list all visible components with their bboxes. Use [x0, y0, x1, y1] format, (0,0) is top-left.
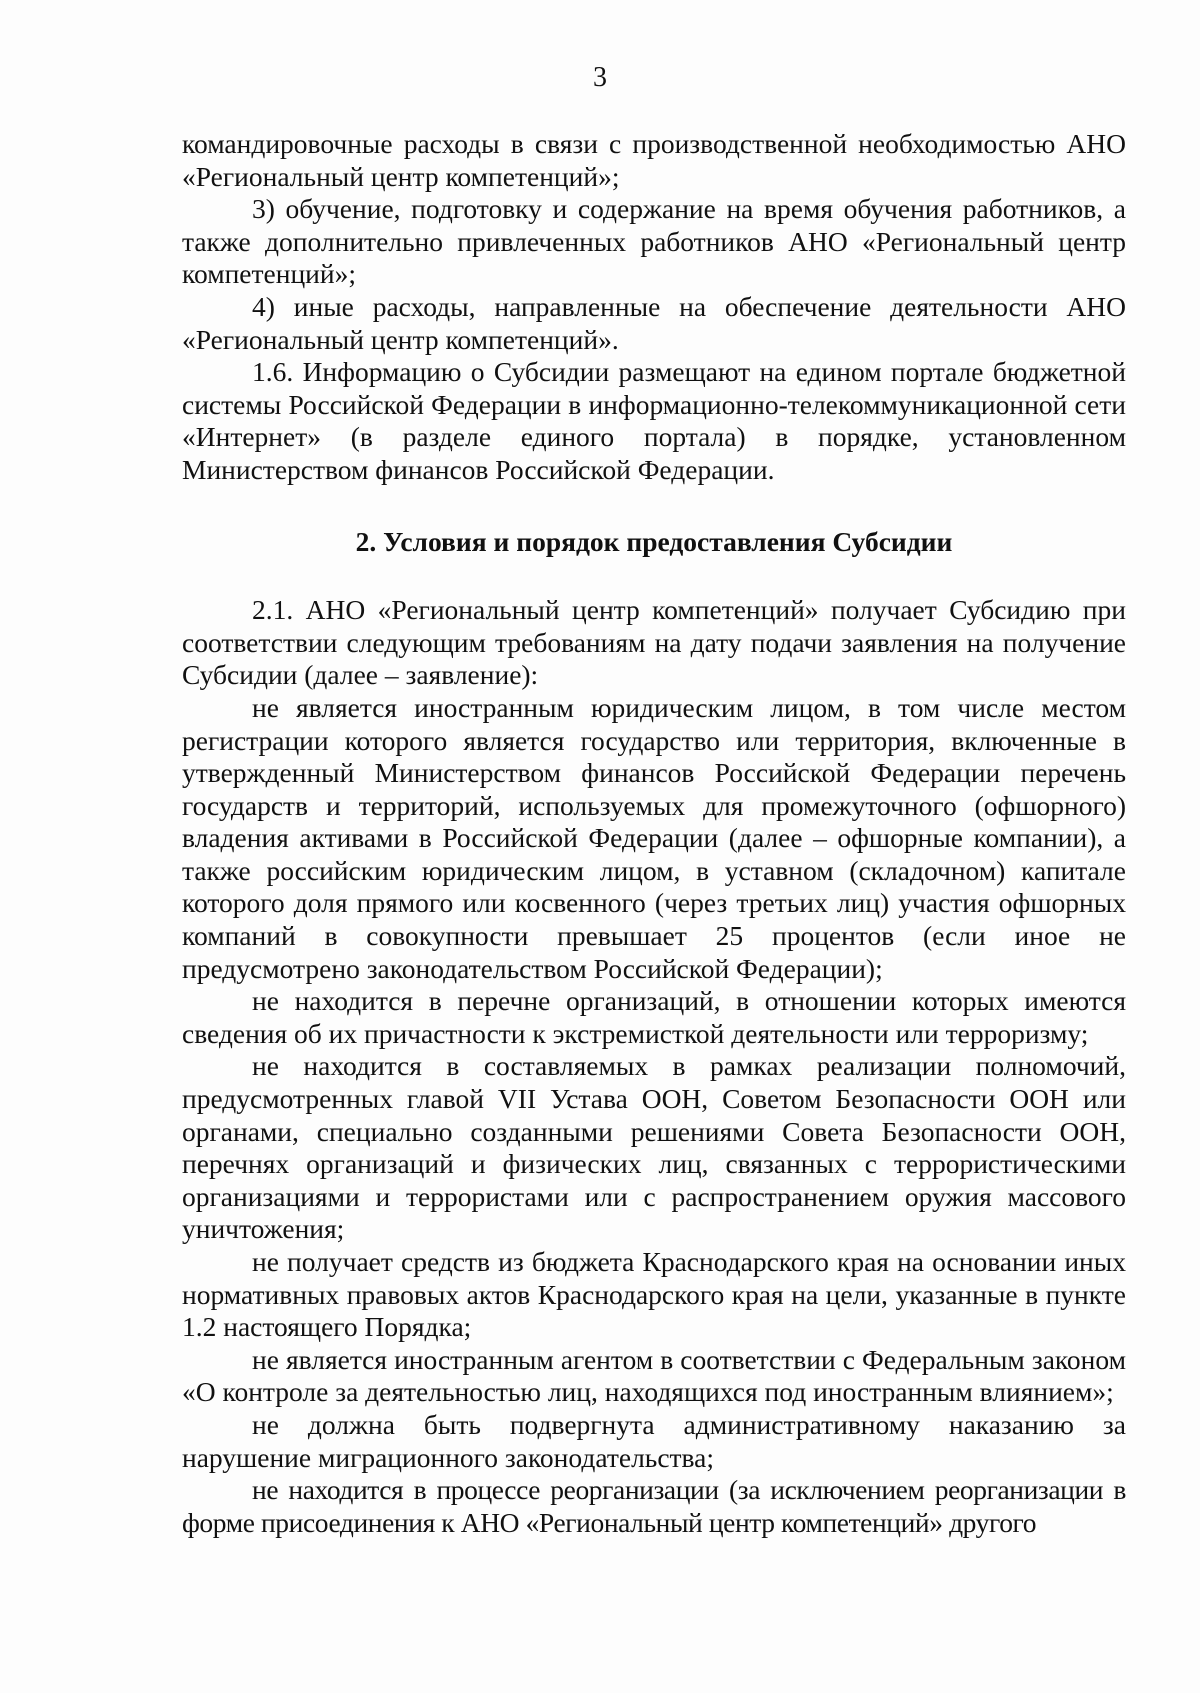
- requirement-not-in-reorganization: не находится в процессе реорганизации (за исключением реорганизации в форме присоединения к АНО «Региональный центр компетенций» другого: [182, 1474, 1126, 1538]
- requirement-not-un-sanctions-list: не находится в составляемых в рамках реализации полномочий, предусмотренных главой VII Устава ООН, Советом Безопасности ООН или органами, специально созданными решениями Совета Безопасности ООН, перечнях организаций и физических лиц, связанных с террористическими организациями и террористами или с распространением оружия массового уничтожения;: [182, 1050, 1126, 1245]
- paragraph-item-3-training: 3) обучение, подготовку и содержание на время обучения работников, а также дополнительно привлеченных работников АНО «Региональный центр компетенций»;: [182, 193, 1126, 290]
- paragraph-item-4-other-expenses: 4) иные расходы, направленные на обеспечение деятельности АНО «Региональный центр компетенций».: [182, 290, 1126, 355]
- section-heading: 2. Условия и порядок предоставления Субсидии: [355, 525, 953, 557]
- requirement-not-extremist-list: не находится в перечне организаций, в отношении которых имеются сведения об их причастности к экстремисткой деятельности или терроризму;: [182, 985, 1126, 1049]
- document-body: [182, 128, 1126, 1539]
- requirement-no-other-budget-funds: не получает средств из бюджета Краснодарского края на основании иных нормативных правовых актов Краснодарского края на цели, указанные в пункте 1.2 настоящего Порядка;: [182, 1246, 1126, 1343]
- paragraph-2-1-requirements: 2.1. АНО «Региональный центр компетенций» получает Субсидию при соответствии следующим требованиям на дату подачи заявления на получение Субсидии (далее – заявление):: [182, 594, 1126, 691]
- requirement-no-migration-penalty: не должна быть подвергнута административному наказанию за нарушение миграционного законодательства;: [182, 1408, 1126, 1473]
- requirement-not-foreign-agent: не является иностранным агентом в соответствии с Федеральным законом «О контроле за деятельностью лиц, находящихся под иностранным влиянием»;: [182, 1343, 1126, 1408]
- page-number: 3: [593, 62, 607, 93]
- paragraph-continued-expenses: командировочные расходы в связи с производственной необходимостью АНО «Региональный центр компетенций»;: [182, 128, 1126, 192]
- paragraph-1-6-information: 1.6. Информацию о Субсидии размещают на едином портале бюджетной системы Российской Федерации в информационно-телекоммуникационной сети «Интернет» (в разделе единого портала) в порядке, установленном Министерством финансов Российской Федерации.: [182, 356, 1126, 485]
- requirement-not-foreign-entity: не является иностранным юридическим лицом, в том числе местом регистрации которого является государство или территория, включенные в утвержденный Министерством финансов Российской Федерации перечень государств и территорий, используемых для промежуточного (офшорного) владения активами в Российской Федерации (далее – офшорные компании), а также российским юридическим лицом, в уставном (складочном) капитале которого доля прямого или косвенного (через третьих лиц) участия офшорных компаний в совокупности превышает 25 процентов (если иное не предусмотрено законодательством Российской Федерации);: [182, 691, 1126, 984]
